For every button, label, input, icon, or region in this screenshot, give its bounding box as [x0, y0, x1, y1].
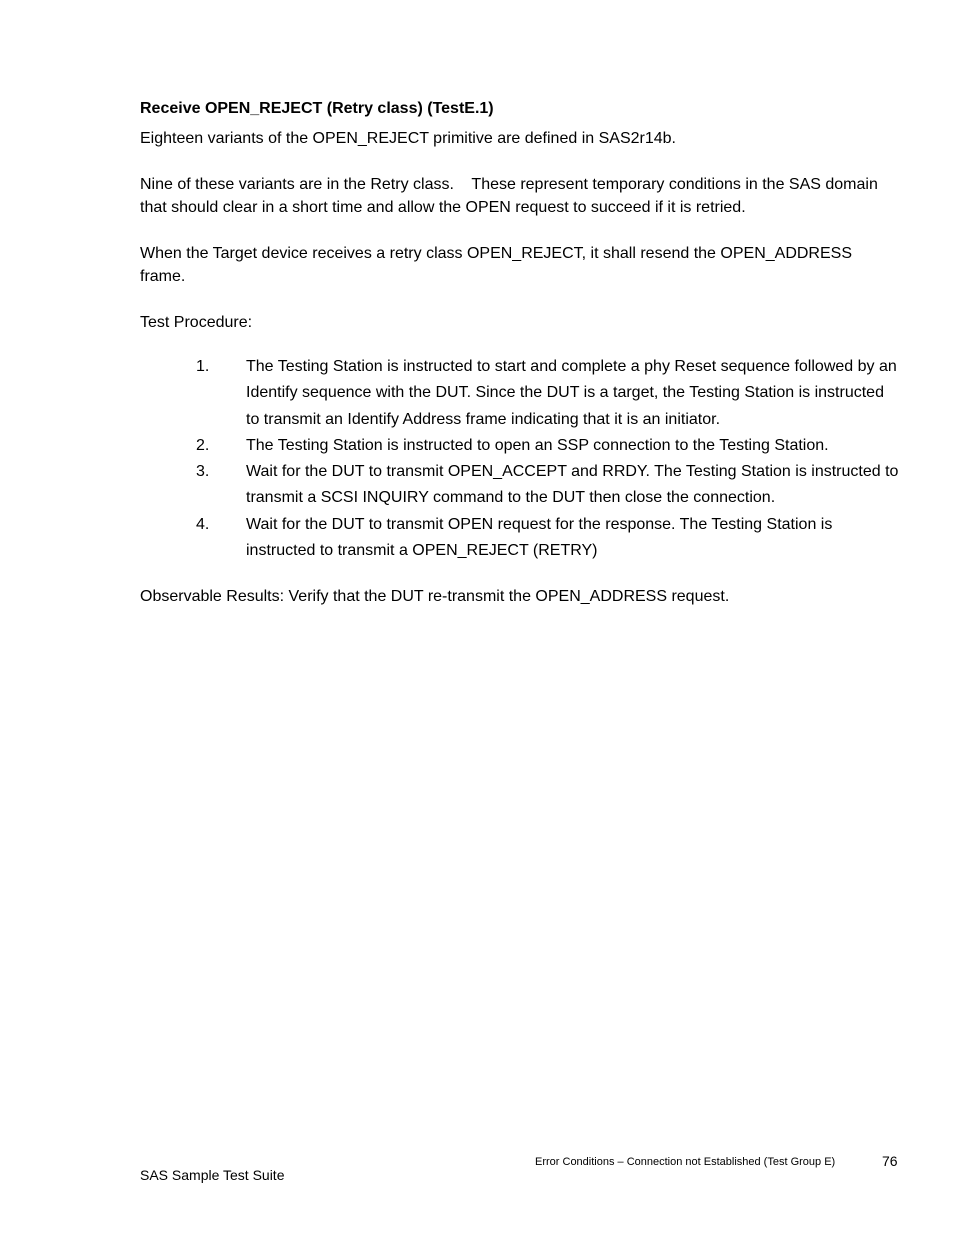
- footer-suite-name: SAS Sample Test Suite: [140, 1167, 285, 1183]
- procedure-step: [140, 433, 900, 459]
- procedure-step: [140, 512, 900, 565]
- intro-paragraph: Eighteen variants of the OPEN_REJECT primitive are defined in SAS2r14b.: [140, 130, 676, 147]
- retry-class-paragraph: Nine of these variants are in the Retry class. These represent temporary conditions in the SAS domain that should clear in a short time and allow the OPEN request to succeed if it is retried.: [140, 176, 883, 216]
- observable-results-paragraph: Observable Results: Verify that the DUT re-transmit the OPEN_ADDRESS request.: [140, 588, 730, 606]
- step-text: Wait for the DUT to transmit OPEN_ACCEPT and RRDY. The Testing Station is instructed to transmit a SCSI INQUIRY command to the DUT then close the connection.: [246, 463, 899, 507]
- procedure-label: Test Procedure:: [140, 314, 253, 331]
- procedure-step: [140, 354, 900, 433]
- step-text: Wait for the DUT to transmit OPEN request for the response. The Testing Station is instructed to transmit a OPEN_REJECT (RETRY): [246, 515, 833, 560]
- section-heading: Receive OPEN_REJECT (Retry class) (TestE.1): [140, 100, 494, 117]
- step-text: The Testing Station is instructed to open an SSP connection to the Testing Station.: [246, 436, 829, 454]
- procedure-steps-list: [140, 354, 900, 564]
- footer-group-title: Error Conditions – Connection not Established (Test Group E): [535, 1156, 836, 1168]
- page-number: 76: [882, 1153, 898, 1169]
- section-body: [140, 97, 900, 631]
- step-number: 2.: [196, 436, 210, 454]
- step-number: 4.: [196, 515, 210, 533]
- target-behavior-paragraph: When the Target device receives a retry class OPEN_REJECT, it shall resend the OPEN_ADDRESS frame.: [140, 245, 852, 285]
- procedure-step: [140, 459, 900, 512]
- step-number: 3.: [196, 463, 210, 481]
- step-text: The Testing Station is instructed to start and complete a phy Reset sequence followed by an Identify sequence with the DUT. Since the DUT is a target, the Testing Station is instructed to transmit an Identify Address frame indicating that it is an initiator.: [246, 358, 897, 428]
- step-number: 1.: [196, 358, 210, 375]
